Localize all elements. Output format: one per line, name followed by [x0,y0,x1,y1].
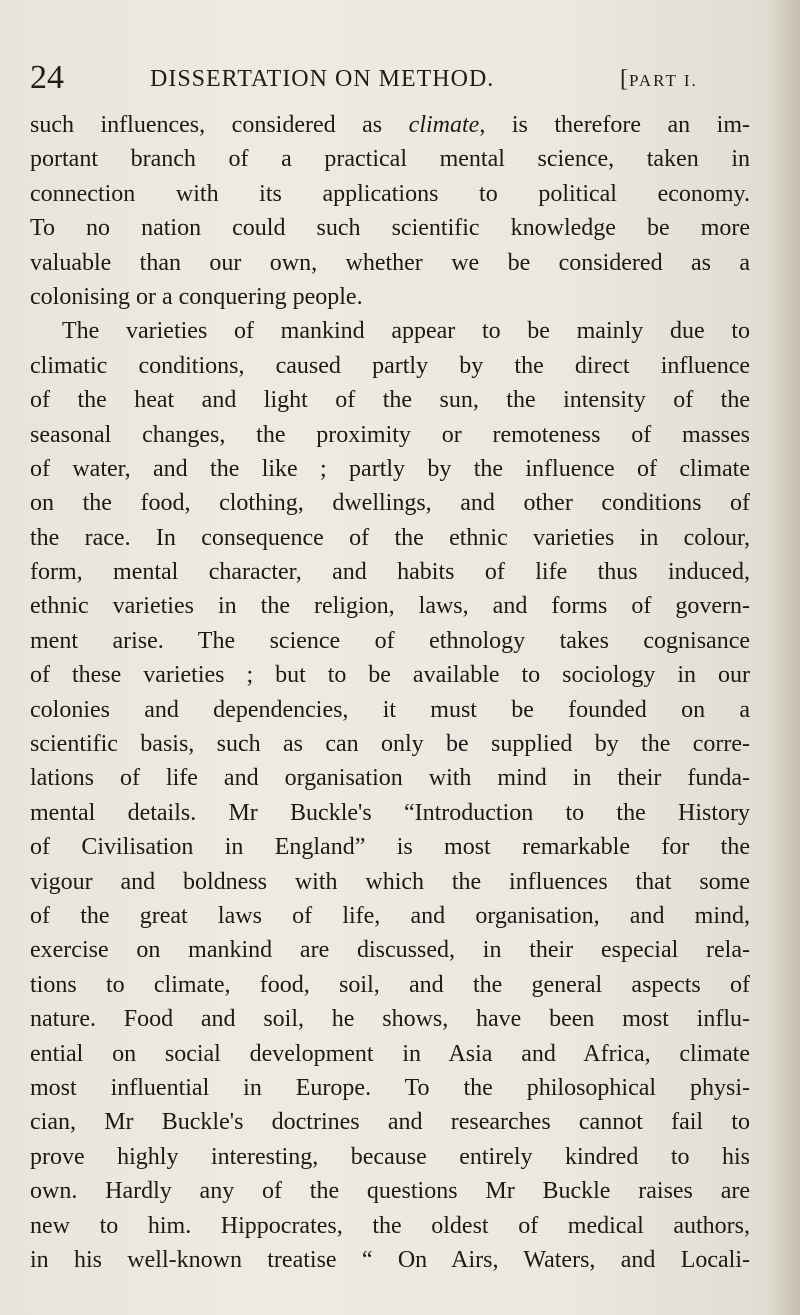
text-line: most influential in Europe. To the philosophical physi- [30,1074,750,1101]
text-line: of these varieties ; but to be available to sociology in our [30,662,750,689]
text-line: of Civilisation in England” is most remarkable for the [30,834,750,861]
text-line: colonies and dependencies, it must be founded on a [30,696,750,723]
page-edge-shadow [772,0,800,1315]
text-line: climatic conditions, caused partly by the direct influence [30,352,750,379]
text-line: exercise on mankind are discussed, in their especial rela- [30,937,750,964]
text-line: on the food, clothing, dwellings, and other conditions of [30,490,750,517]
part-label [620,64,698,96]
text-line: To no nation could such scientific knowledge be more [30,215,750,242]
text-line: nature. Food and soil, he shows, have been most influ- [30,1006,750,1033]
text-line: lations of life and organisation with mind in their funda- [30,765,750,792]
text-line: form, mental character, and habits of life thus induced, [30,559,750,586]
page-number: 24 [30,59,64,96]
text-line: of water, and the like ; partly by the influence of climate [30,455,750,482]
text-line: colonising or a conquering people. [30,283,363,310]
text-line: the race. In consequence of the ethnic varieties in colour, [30,524,750,551]
text-line: of the heat and light of the sun, the intensity of the [30,387,750,414]
running-title: DISSERTATION ON METHOD. [150,66,495,92]
text-line: ential on social development in Asia and Africa, climate [30,1040,750,1067]
text-line: portant branch of a practical mental science, taken in [30,146,750,173]
text-line: in his well-known treatise “ On Airs, Waters, and Locali- [30,1246,750,1273]
text-line: tions to climate, food, soil, and the general aspects of [30,971,750,998]
text-line: scientific basis, such as can only be supplied by the corre- [30,731,750,758]
text-line: such influences, considered as climate, is therefore an im- [30,112,750,138]
part-text: PART I. [629,71,698,90]
body-text [30,108,750,1277]
text-line: The varieties of mankind appear to be mainly due to [62,318,750,345]
text-line: cian, Mr Buckle's doctrines and researches cannot fail to [30,1109,750,1136]
text-line: own. Hardly any of the questions Mr Buckle raises are [30,1178,750,1205]
text-line: of the great laws of life, and organisation, and mind, [30,902,750,929]
text-line: ethnic varieties in the religion, laws, and forms of govern- [30,593,750,620]
text-line: seasonal changes, the proximity or remoteness of masses [30,421,750,448]
text-line: vigour and boldness with which the influences that some [30,868,750,895]
text-line: prove highly interesting, because entirely kindred to his [30,1143,750,1170]
part-bracket: [ [620,66,629,92]
running-head [30,58,750,98]
emphasis: climate [408,112,480,138]
text-line: mental details. Mr Buckle's “Introduction to the History [30,799,750,826]
text-line: connection with its applications to political economy. [30,180,750,207]
text-line: new to him. Hippocrates, the oldest of medical authors, [30,1212,750,1239]
text-line: ment arise. The science of ethnology takes cognisance [30,627,750,654]
text-line: valuable than our own, whether we be considered as a [30,249,750,276]
